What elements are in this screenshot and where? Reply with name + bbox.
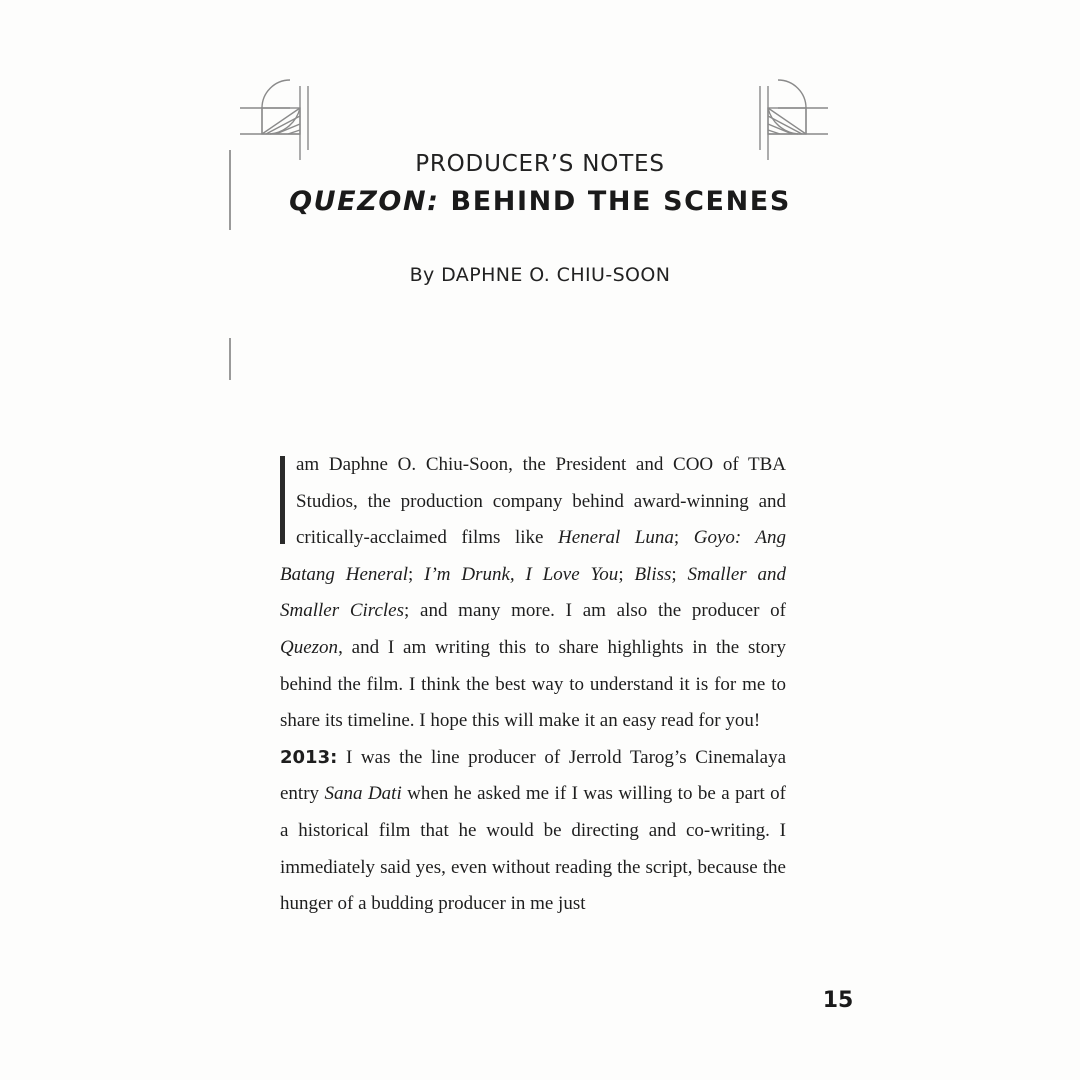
- text-run: I was the line producer of Jerrold Tarog’s Cinemalaya entry: [280, 746, 786, 805]
- text-run: , and I am writing this to share highlights in the story behind the film. I think the best way to understand it is for me to share its timeline. I hope this will make it an easy read for you!: [280, 636, 786, 732]
- film-title: Quezon: [280, 636, 339, 658]
- chapter-heading: [230, 148, 850, 222]
- paragraph: [280, 740, 786, 923]
- page-number: 15: [822, 988, 854, 1013]
- timeline-year: 2013:: [280, 746, 338, 768]
- film-title: Heneral Luna: [558, 527, 674, 549]
- film-title: Bliss: [634, 563, 672, 585]
- page-edge-mark: [229, 338, 231, 380]
- author-byline: By DAPHNE O. CHIU-SOON: [409, 264, 671, 286]
- text-run: ; and many more. I am also the producer of: [404, 600, 786, 622]
- paragraph: [280, 447, 786, 740]
- film-title: Goyo: Ang Batang Heneral: [280, 527, 787, 585]
- film-title: I’m Drunk, I Love You: [424, 563, 619, 585]
- text-run: ;: [618, 563, 635, 585]
- text-run: when he asked me if I was willing to be a part of a historical film that he would be directing and co-writing. I immediately said yes, even without reading the script, because the hunger of a budding producer in me just: [280, 783, 787, 915]
- chapter-title: [230, 182, 850, 222]
- text-run: ;: [673, 527, 694, 549]
- section-label: PRODUCER’S NOTES: [415, 151, 665, 177]
- film-title: Sana Dati: [324, 783, 402, 805]
- text-run: ;: [408, 563, 425, 585]
- drop-cap-i: [280, 456, 285, 544]
- film-title: Smaller and Smaller Circles: [280, 563, 787, 622]
- body-text: [280, 447, 786, 923]
- text-run: ;: [671, 563, 688, 585]
- chapter-title-italic: QUEZON:: [289, 186, 440, 217]
- text-run: am Daphne O. Chiu-Soon, the President and COO of TBA Studios, the production company behind award-winning and critically-acclaimed films like: [296, 454, 786, 549]
- chapter-title-rest: BEHIND THE SCENES: [439, 186, 791, 217]
